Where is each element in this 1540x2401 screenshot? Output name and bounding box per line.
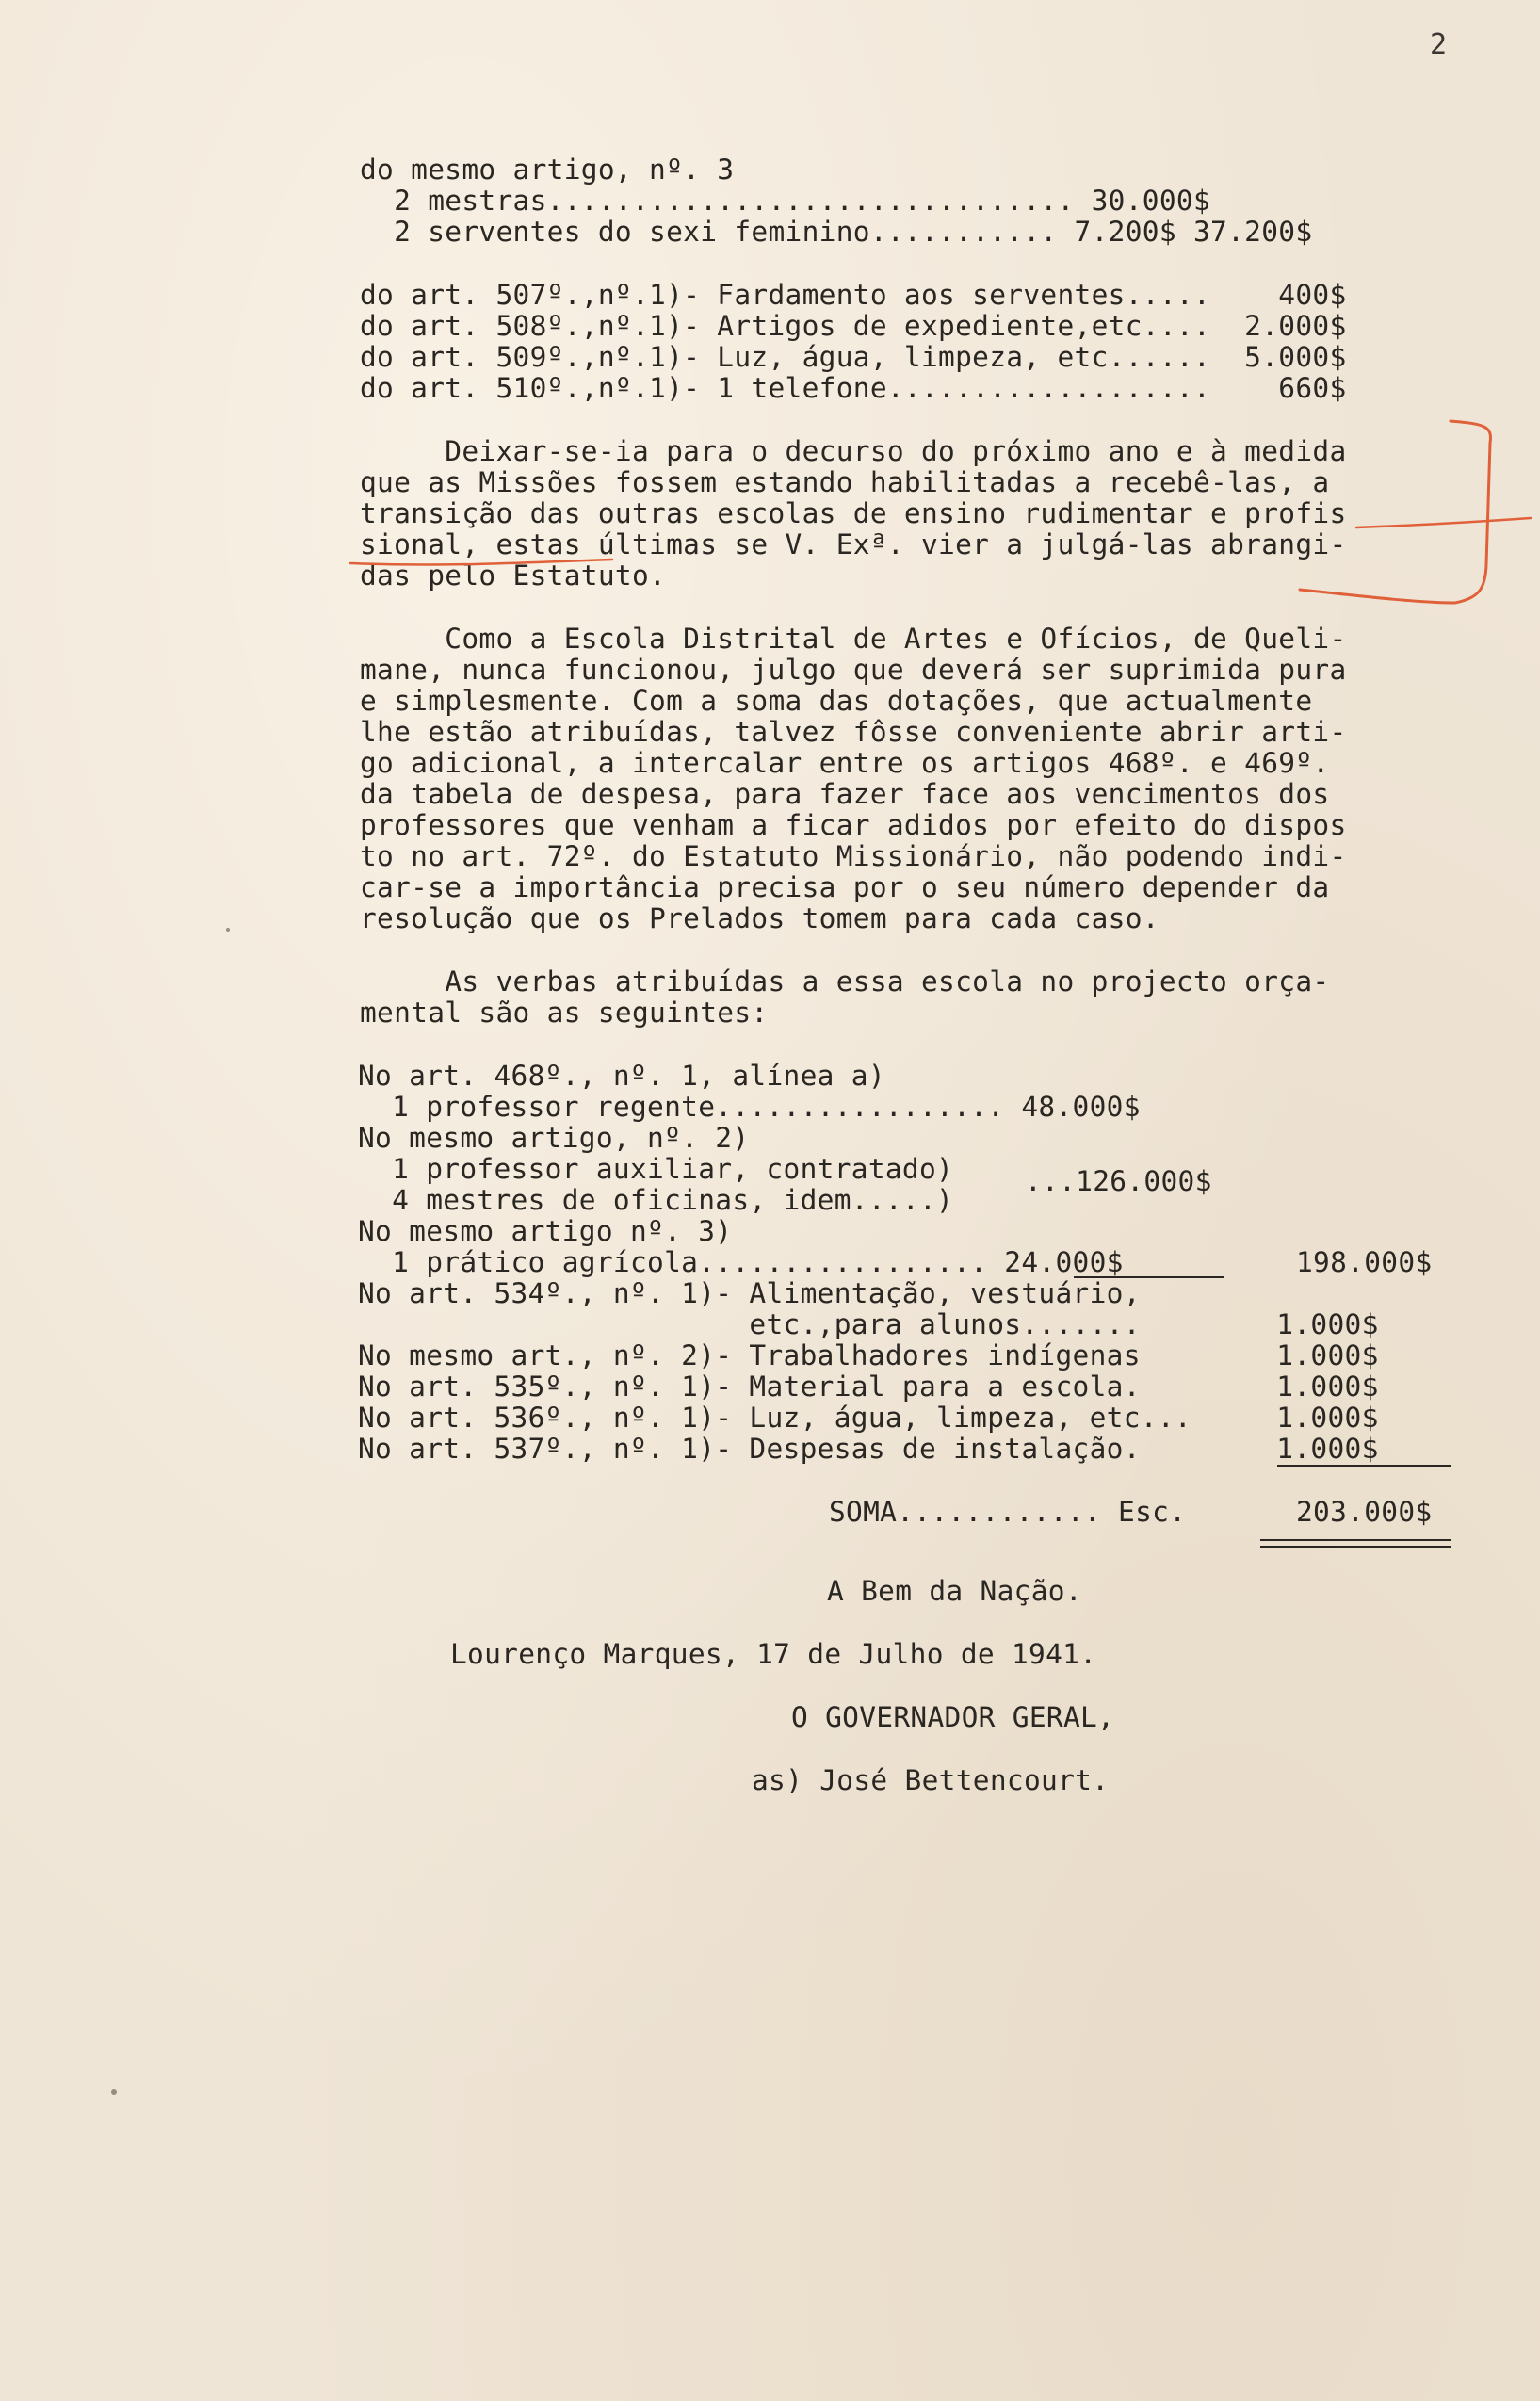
text-line: que as Missões fossem estando habilitadas a recebê-las, a — [360, 466, 1330, 498]
text-line: e simplesmente. Com a soma das dotações, que actualmente — [360, 685, 1313, 717]
text-line: No art. 534º., nº. 1)- Alimentação, vestuário, — [358, 1277, 1141, 1309]
text-line: 2 serventes do sexi feminino........... 7.200$ 37.200$ — [360, 216, 1313, 248]
text-line: da tabela de despesa, para fazer face aos vencimentos dos — [360, 778, 1330, 810]
text-line: car-se a importância precisa por o seu número depender da — [360, 871, 1330, 903]
text-line: Deixar-se-ia para o decurso do próximo ano e à medida — [360, 435, 1347, 467]
paper-speck — [111, 2089, 117, 2095]
text-line: transição das outras escolas de ensino rudimentar e profis — [360, 497, 1347, 529]
amount-text: ...126.000$ — [1025, 1165, 1212, 1197]
text-line: Como a Escola Distrital de Artes e Ofícios, de Queli- — [360, 623, 1347, 655]
text-line: mane, nunca funcionou, julgo que deverá ser suprimida pura — [360, 654, 1347, 686]
text-line: 2 mestras............................... 30.000$ — [360, 185, 1211, 217]
signatory-title: O GOVERNADOR GERAL, — [791, 1701, 1115, 1733]
text-line: etc.,para alunos....... 1.000$ — [358, 1308, 1379, 1340]
text-line: do art. 508º.,nº.1)- Artigos de expediente,etc.... 2.000$ — [360, 310, 1347, 342]
column-total-rule — [1277, 1465, 1451, 1467]
paper-speck — [226, 928, 230, 932]
total-double-underline — [1260, 1539, 1451, 1548]
soma-total: 203.000$ — [1296, 1496, 1433, 1528]
closing-formula: A Bem da Nação. — [827, 1575, 1082, 1607]
text-line: No art. 537º., nº. 1)- Despesas de instalação. 1.000$ — [358, 1433, 1379, 1465]
text-line: resolução que os Prelados tomem para cada caso. — [360, 902, 1159, 934]
text-line: do art. 510º.,nº.1)- 1 telefone................... 660$ — [360, 372, 1347, 404]
text-line: sional, estas últimas se V. Exª. vier a julgá-las abrangi- — [360, 528, 1347, 560]
subtotal-amount: 198.000$ — [1296, 1246, 1433, 1278]
text-line: go adicional, a intercalar entre os artigos 468º. e 469º. — [360, 747, 1330, 779]
text-line: to no art. 72º. do Estatuto Missionário, não podendo indi- — [360, 840, 1347, 872]
text-line: lhe estão atribuídas, talvez fôsse conveniente abrir arti- — [360, 716, 1347, 748]
signature-line: as) José Bettencourt. — [752, 1764, 1110, 1796]
text-line: professores que venham a ficar adidos por efeito do dispos — [360, 809, 1347, 841]
text-line: No art. 535º., nº. 1)- Material para a escola. 1.000$ — [358, 1371, 1379, 1403]
text-line: 1 prático agrícola................. 24.000$ — [358, 1246, 1124, 1278]
page-number: 2 — [1430, 28, 1448, 61]
soma-label: SOMA............ Esc. — [829, 1496, 1187, 1528]
text-line: mental são as seguintes: — [360, 997, 769, 1029]
text-line: No mesmo art., nº. 2)- Trabalhadores indígenas 1.000$ — [358, 1339, 1379, 1371]
text-line: do art. 507º.,nº.1)- Fardamento aos serventes..... 400$ — [360, 279, 1347, 311]
text-line: do mesmo artigo, nº. 3 — [360, 154, 735, 186]
text-line: 1 professor auxiliar, contratado) — [358, 1153, 954, 1185]
text-line: No mesmo artigo, nº. 2) — [358, 1122, 750, 1154]
text-line: As verbas atribuídas a essa escola no projecto orça- — [360, 965, 1330, 998]
text-line: do art. 509º.,nº.1)- Luz, água, limpeza, etc...... 5.000$ — [360, 341, 1347, 373]
text-line: No mesmo artigo nº. 3) — [358, 1215, 733, 1247]
text-line: 4 mestres de oficinas, idem.....) — [358, 1184, 954, 1216]
text-line: 1 professor regente................. 48.000$ — [358, 1091, 1141, 1123]
text-line: No art. 468º., nº. 1, alínea a) — [358, 1060, 885, 1092]
text-line: No art. 536º., nº. 1)- Luz, água, limpeza, etc... 1.000$ — [358, 1402, 1379, 1434]
text-line: das pelo Estatuto. — [360, 560, 667, 592]
place-date: Lourenço Marques, 17 de Julho de 1941. — [450, 1638, 1097, 1670]
